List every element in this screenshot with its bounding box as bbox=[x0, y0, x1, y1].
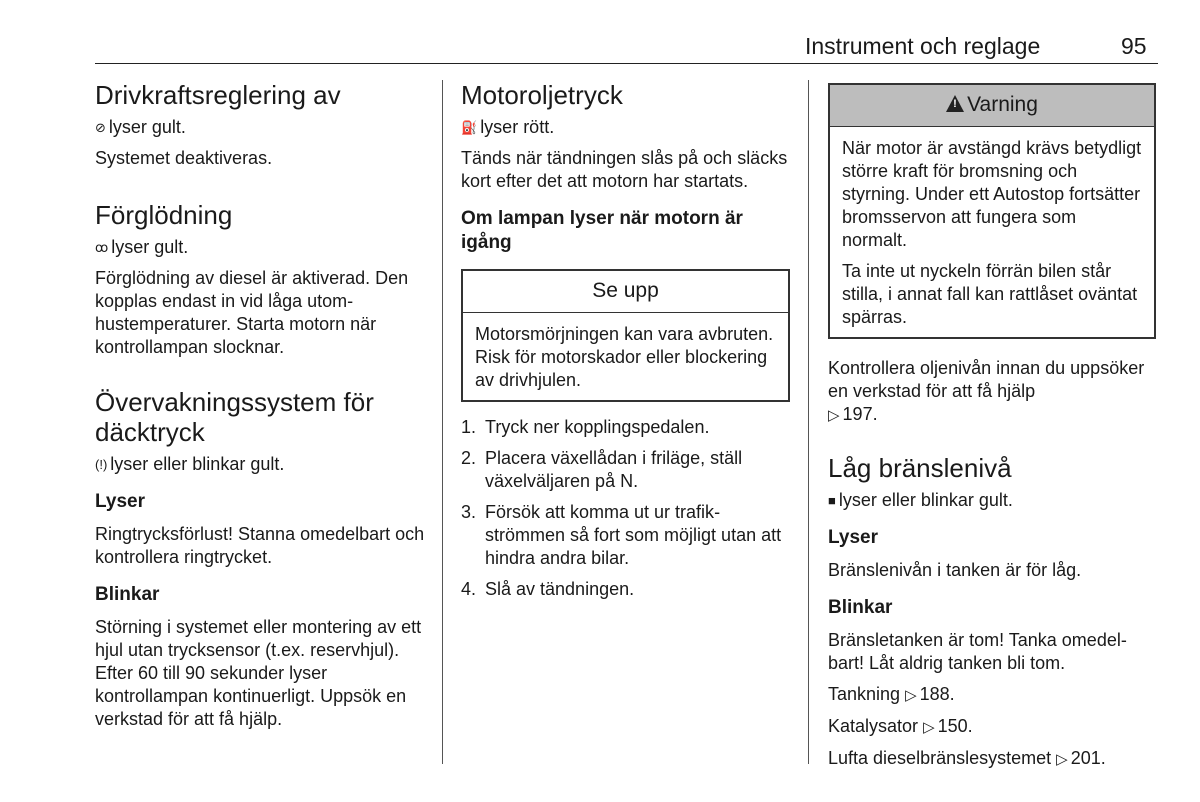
column-divider-2 bbox=[808, 80, 809, 764]
oil-description: Tänds när tändningen slås på och släcks kort efter det att motorn har startats. bbox=[461, 148, 788, 191]
warning-text-2: Ta inte ut nyckeln förrän bilen står stilla, i annat fall kan rattlåset oväntat spärras. bbox=[842, 261, 1138, 327]
middle-column bbox=[461, 80, 790, 609]
warning-box bbox=[828, 83, 1156, 339]
traction-off-icon: ⊘ bbox=[95, 120, 106, 135]
list-item: 1. Tryck ner kopplingspedalen. bbox=[461, 417, 710, 437]
page-reference[interactable]: 197. bbox=[842, 404, 878, 424]
page-reference-icon: ▷ bbox=[828, 407, 840, 424]
tyre-lit-heading: Lyser bbox=[95, 491, 145, 512]
page-number: 95 bbox=[1121, 33, 1147, 59]
page-reference[interactable]: 188. bbox=[919, 684, 955, 704]
warning-title: Varning bbox=[967, 93, 1038, 116]
reference-diesel: Lufta dieselbränslesystemet ▷ 201. bbox=[828, 748, 1106, 768]
glow-plug-icon: ꝏ bbox=[95, 240, 109, 255]
warning-header bbox=[830, 85, 1154, 127]
fuel-flash-heading: Blinkar bbox=[828, 597, 893, 618]
page-reference[interactable]: 150. bbox=[937, 716, 973, 736]
page-reference-icon: ▷ bbox=[905, 687, 917, 704]
fuel-flash-text: Bränsletanken är tom! Tanka omedelbart! Låt aldrig tanken bli tom. bbox=[828, 630, 1127, 673]
caution-title: Se upp bbox=[463, 271, 788, 313]
tyre-pressure-icon: (!) bbox=[95, 457, 108, 472]
right-column bbox=[828, 80, 1156, 779]
page-reference[interactable]: 201. bbox=[1070, 748, 1106, 768]
tyre-lit-text: Ringtrycksförlust! Stanna omedelbart och kontrollera ringtrycket. bbox=[95, 524, 425, 567]
reference-katalysator: Katalysator ▷ 150. bbox=[828, 716, 973, 736]
header-rule bbox=[95, 63, 1158, 64]
fuel-lit-heading: Lyser bbox=[828, 527, 878, 548]
list-item: 4. Slå av tändningen. bbox=[461, 579, 635, 599]
tyre-flash-text: Störning i systemet eller montering av ett hjul utan trycksensor (t.ex. reservhjul). Efter 60 till 90 sekunder lyser kontrollampan kontinuerligt. Uppsök en verkstad för att få hjälp. bbox=[95, 617, 422, 729]
page-reference-icon: ▷ bbox=[1056, 751, 1068, 768]
caution-box bbox=[461, 269, 790, 402]
fuel-status: ■ lyser eller blinkar gult. bbox=[828, 490, 1013, 510]
caution-text: Motorsmörjningen kan vara avbruten. Risk för motorskador eller blockering av drivhjulen. bbox=[475, 324, 774, 390]
oil-subheading: Om lampan lyser när motorn är igång bbox=[461, 208, 743, 253]
fuel-pump-icon: ■ bbox=[828, 493, 836, 508]
tyre-status: (!) lyser eller blinkar gult. bbox=[95, 454, 285, 474]
page-reference-icon: ▷ bbox=[923, 719, 935, 736]
left-column bbox=[95, 80, 430, 739]
warning-triangle-icon bbox=[946, 95, 964, 112]
tyre-flash-heading: Blinkar bbox=[95, 584, 160, 605]
oil-steps bbox=[461, 416, 790, 601]
section-title-fuel: Låg bränslenivå bbox=[828, 453, 1012, 483]
reference-tankning: Tankning ▷ 188. bbox=[828, 684, 955, 704]
section-title-oil: Motoroljetryck bbox=[461, 80, 623, 110]
running-header-title: Instrument och reglage bbox=[805, 33, 1041, 59]
section-title-tyre: Övervakningssystem för däcktryck bbox=[95, 387, 374, 447]
warning-text-1: När motor är avstängd krävs betydligt större kraft för bromsning och styrning. Under ett Autostop fortsätter bromsservon att fungera som normalt. bbox=[842, 138, 1142, 250]
oil-level-text: Kontrollera oljenivån innan du uppsöker en verkstad för att få hjälp ▷ 197. bbox=[828, 358, 1145, 424]
traction-status: ⊘ lyser gult. bbox=[95, 117, 186, 137]
glow-description: Förglödning av diesel är aktiverad. Den kopplas endast in vid låga utomhustemperaturer. Starta motorn när kontrollampan slocknar. bbox=[95, 268, 409, 357]
column-divider-1 bbox=[442, 80, 443, 764]
traction-description: Systemet deaktiveras. bbox=[95, 148, 273, 168]
section-title-glow: Förglödning bbox=[95, 200, 233, 230]
glow-status: ꝏ lyser gult. bbox=[95, 237, 189, 257]
section-title-traction: Drivkraftsreglering av bbox=[95, 80, 341, 110]
list-item: 3. Försök att komma ut ur trafikströmmen så fort som möjligt utan att hindra andra bilar. bbox=[461, 502, 782, 568]
oil-pressure-icon: ⛽ bbox=[461, 120, 478, 135]
oil-status: ⛽ lyser rött. bbox=[461, 117, 555, 137]
list-item: 2. Placera växellådan i friläge, ställ växelväljaren på N. bbox=[461, 448, 743, 491]
fuel-lit-text: Bränslenivån i tanken är för låg. bbox=[828, 560, 1082, 580]
